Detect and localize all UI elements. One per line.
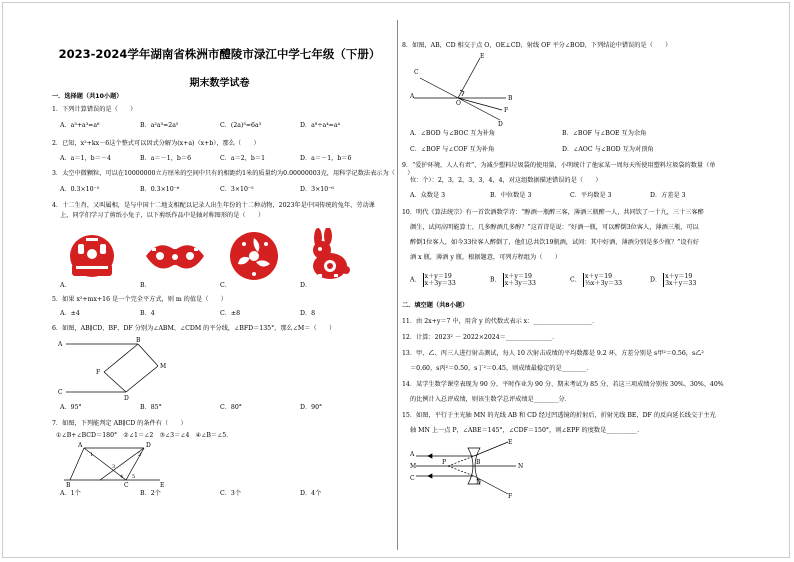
q6-label-a: A (58, 341, 63, 348)
q5-option-b[interactable]: B．4 (140, 310, 155, 317)
q4-stem-line1: 4．十二生肖，又叫属相，是与中国十二地支相配以记录人出生年份的十二种动物，2023年是中国传统的兔年，劳动课 (52, 202, 375, 209)
q10-option-d[interactable] (650, 273, 696, 287)
q7-label-c: C (124, 482, 129, 488)
q14-stem-line2[interactable]: 的比例计入总评成绩，则该生数学总评成绩是________分． (410, 396, 571, 403)
q9-option-a[interactable]: A．众数是 3 (410, 192, 446, 199)
q3-option-b[interactable]: B．0.3×10⁻⁶ (140, 186, 180, 193)
paper-cut-d-image (304, 228, 352, 282)
q7-label-4: 4 (120, 474, 124, 480)
q6-label-d: D (124, 395, 129, 402)
q15-label-m: M (410, 463, 417, 470)
q10-a-eq1: x＋y＝19 (424, 273, 452, 280)
q3-stem: 3．太空中微颗粒，可以在10000000立方厘米的空间中只有的相距约1米的质量约为0.00000003克，用科学记数法表示为（ ） (52, 170, 414, 177)
q8-option-d[interactable]: D．∠AOC 与∠BOD 互为对顶角 (562, 146, 654, 153)
q7-option-c[interactable]: C．3个 (220, 490, 242, 497)
q15-label-e: E (508, 439, 513, 446)
q9-stem-line2: 位：个）：2，3，2，3，3，4，4，对这组数据描述错误的是（ ） (410, 177, 602, 184)
q7-option-a[interactable]: A．1个 (60, 490, 81, 497)
q7-figure (60, 442, 170, 488)
q8-option-c[interactable]: C．∠BOF 与∠COF 互为补角 (410, 146, 495, 153)
paper-cut-b-image (144, 236, 206, 278)
q15-figure (408, 438, 538, 500)
q8-label-b: B (508, 95, 513, 102)
column-divider (397, 20, 398, 550)
q9-stem-line1: 9．“爱护环境，人人有责”，为减少塑料垃圾袋的使用量，小明统计了他家某一周每天所使用塑料垃圾袋的数量（单 (402, 162, 716, 169)
q7-stem: 7．如图，下列能判定 AB∥CD 的条件有（ ） (52, 420, 187, 427)
q10-b-eq1: x＋y＝19 (504, 273, 532, 280)
q10-c-eq1: x＋y＝19 (584, 273, 613, 280)
q8-label-e: E (480, 53, 485, 60)
q1-option-c[interactable]: C．(2a)³=6a³ (220, 122, 262, 129)
q3-option-a[interactable]: A．0.3×10⁻⁵ (60, 186, 100, 193)
q3-option-c[interactable]: C．3×10⁻⁵ (220, 186, 254, 193)
q15-label-d: D (476, 479, 481, 486)
q10-option-b[interactable] (490, 273, 536, 287)
q7-label-b: B (66, 482, 71, 488)
exam-subtitle: 期末数学试卷 (189, 78, 250, 89)
q7-label-3: 3 (112, 464, 116, 470)
q2-option-b[interactable]: B．a＝－1，b＝6 (140, 155, 192, 162)
q9-option-d[interactable]: D．方差是 3 (650, 192, 686, 199)
q4-option-d[interactable]: D． (300, 282, 312, 289)
q6-label-c: C (58, 389, 63, 396)
q8-label-c: C (414, 69, 419, 76)
q13-stem-line1: 13．甲、乙、丙三人进行射击测试，每人 10 次射击成绩的平均数都是 9.2 环，方差分别是 s甲²＝0.56，s乙² (402, 350, 704, 357)
q7-label-d: D (146, 442, 151, 449)
exam-title: 2023-2024学年湖南省株洲市醴陵市渌江中学七年级（下册） (58, 47, 381, 61)
q4-stem-line2: 上，同学们学习了剪纸小兔子，以下剪纸作品中是轴对称图形的是（ ） (60, 212, 265, 219)
q4-option-a[interactable]: A． (60, 282, 71, 289)
q3-option-d[interactable]: D．3×10⁻⁶ (300, 186, 334, 193)
right-column (402, 0, 732, 562)
q10-option-a-label: A． (410, 276, 421, 284)
q15-label-p: P (442, 459, 447, 466)
q6-option-c[interactable]: C．80° (220, 404, 242, 411)
q7-label-a: A (78, 442, 83, 449)
q7-label-1: 1 (90, 452, 94, 458)
q6-figure (58, 334, 178, 402)
q9-option-c[interactable]: C．平均数是 3 (570, 192, 612, 199)
q2-option-c[interactable]: C．a＝2，b＝1 (220, 155, 266, 162)
q4-option-c[interactable]: C． (220, 282, 231, 289)
q15-stem-line1: 15．如图，平行于主光轴 MN 的光线 AB 和 CD 经过凹透镜的折射后，折射光线 BE，DF 的反向延长线交于主光 (402, 412, 716, 419)
q14-stem-line1: 14．某学生数学课堂表现为 90 分、平时作业为 90 分、期末考试为 85 分，若这三项成绩分别按 30%、30%、40% (402, 381, 724, 388)
q6-option-a[interactable]: A．95° (60, 404, 82, 411)
q8-label-f: F (504, 107, 509, 114)
q5-option-c[interactable]: C．±8 (220, 310, 241, 317)
q8-stem: 8．如图，AB，CD 相交于点 O，OE⊥CD，射线 OF 平分∠BOD，下列结论中错误的是（ ） (402, 42, 672, 49)
q15-label-a: A (410, 451, 415, 458)
section-one-heading: 一．选择题（共10小题） (52, 93, 123, 100)
q8-figure (410, 52, 520, 126)
q10-stem-line3: 醉倒1位客人，如今33位客人醉倒了，他们总共饮19瓶酒，试问：其中好酒、薄酒分别是多少瓶？”设有好 (410, 239, 699, 246)
q10-c-eq2: ⅓x＋3y＝33 (584, 280, 623, 287)
q15-label-c: C (410, 475, 415, 482)
q11-stem[interactable]: 11．由 2x+y＝7 中，用含 y 的代数式表示 x：___________________． (402, 318, 599, 325)
q2-stem: 2．已知，x²+kx－6这个整式可以因式分解为(x+a)（x+b），那么（ ） (52, 140, 260, 147)
q15-label-b: B (476, 459, 481, 466)
q4-option-b[interactable]: B． (140, 282, 151, 289)
paper-cut-a-image (66, 230, 118, 282)
q5-option-a[interactable]: A．±4 (60, 310, 80, 317)
q1-option-a[interactable]: A．a³+a³=a⁶ (60, 122, 100, 129)
q10-option-c[interactable] (570, 273, 622, 287)
q8-label-d: D (498, 121, 503, 126)
q8-label-o: O (456, 100, 461, 107)
q10-d-eq2: 3x＋y＝33 (665, 280, 697, 287)
q1-stem: 1．下列计算错误的是（ ） (52, 106, 137, 113)
q15-label-n: N (518, 463, 524, 470)
q2-option-d[interactable]: D．a＝－1，b＝6 (300, 155, 352, 162)
q9-option-b[interactable]: B．中位数是 3 (490, 192, 532, 199)
q6-label-b: B (136, 337, 141, 344)
q2-option-a[interactable]: A．a＝1，b＝－4 (60, 155, 111, 162)
q7-label-2: 2 (138, 452, 142, 458)
q13-stem-line2[interactable]: ＝0.60，s丙²＝0.50，s丁²＝0.45，则成绩最稳定的是________． (410, 365, 593, 372)
q10-option-c-label: C． (570, 276, 581, 284)
q7-option-b[interactable]: B．2个 (140, 490, 161, 497)
q10-stem-line2: 颜生，试问高明能算士，几多醇酒几多醇？”这首诗是说：“好酒一瓶，可以醉倒3位客人，薄酒三瓶，可以 (410, 224, 699, 231)
q12-stem[interactable]: 12．计算：2023² － 2022×2024＝_______________． (402, 334, 559, 341)
q6-label-m: M (160, 363, 167, 370)
paper-cut-c-image (228, 230, 280, 282)
q7-label-e: E (160, 482, 165, 488)
q1-option-d[interactable]: D．a⁸÷a⁴=a⁴ (300, 122, 341, 129)
section-two-heading: 二．填空题（共8小题） (402, 302, 469, 309)
q10-option-b-label: B． (490, 276, 501, 284)
q10-stem-line1: 10．明代《算法统宗》有一首饮酒数学诗：“醇酒一瓶醉三客，薄酒三瓶醉一人，共同饮了一十九，三十三客醉 (402, 209, 704, 216)
q10-option-d-label: D． (650, 276, 662, 284)
q6-option-b[interactable]: B．85° (140, 404, 162, 411)
q5-option-d[interactable]: D．8 (300, 310, 316, 317)
q8-option-a[interactable]: A．∠BOD 与∠BOC 互为补角 (410, 130, 496, 137)
q10-stem-line4: 酒 x 瓶，薄酒 y 瓶，根据题意，可列方程组为（ ） (410, 254, 561, 261)
q6-stem: 6．如图，AB∥CD，BF、DF 分别为∠ABM、∠CDM 的平分线，∠BFD＝135°，那么∠M＝（ ） (52, 325, 336, 332)
q10-d-eq1: x＋y＝19 (665, 273, 693, 280)
q7-label-5: 5 (132, 474, 136, 480)
q6-label-f: F (96, 369, 101, 376)
q15-stem-line2[interactable]: 轴 MN 上一点 P，∠ABE＝145°，∠CDF＝150°，则∠EPF 的度数是__________． (410, 427, 644, 434)
left-column (52, 0, 414, 562)
q10-b-eq2: x＋3y＝33 (504, 280, 536, 287)
q8-option-b[interactable]: B．∠BOF 与∠BOE 互为余角 (562, 130, 647, 137)
q15-label-f: F (508, 493, 513, 500)
q7-conditions: ①∠B+∠BCD＝180° ②∠1＝∠2 ③∠3＝∠4 ④∠B＝∠5． (56, 432, 233, 439)
q8-label-a: A (410, 93, 415, 100)
q10-a-eq2: x＋3y＝33 (424, 280, 456, 287)
q10-option-a[interactable] (410, 273, 456, 287)
q7-option-d[interactable]: D．4个 (300, 490, 322, 497)
q5-stem: 5．如果 x²+mx+16 是一个完全平方式，则 m 的值是（ ） (52, 296, 227, 303)
q6-option-d[interactable]: D．90° (300, 404, 323, 411)
q1-option-b[interactable]: B．a²a³=2a⁵ (140, 122, 179, 129)
